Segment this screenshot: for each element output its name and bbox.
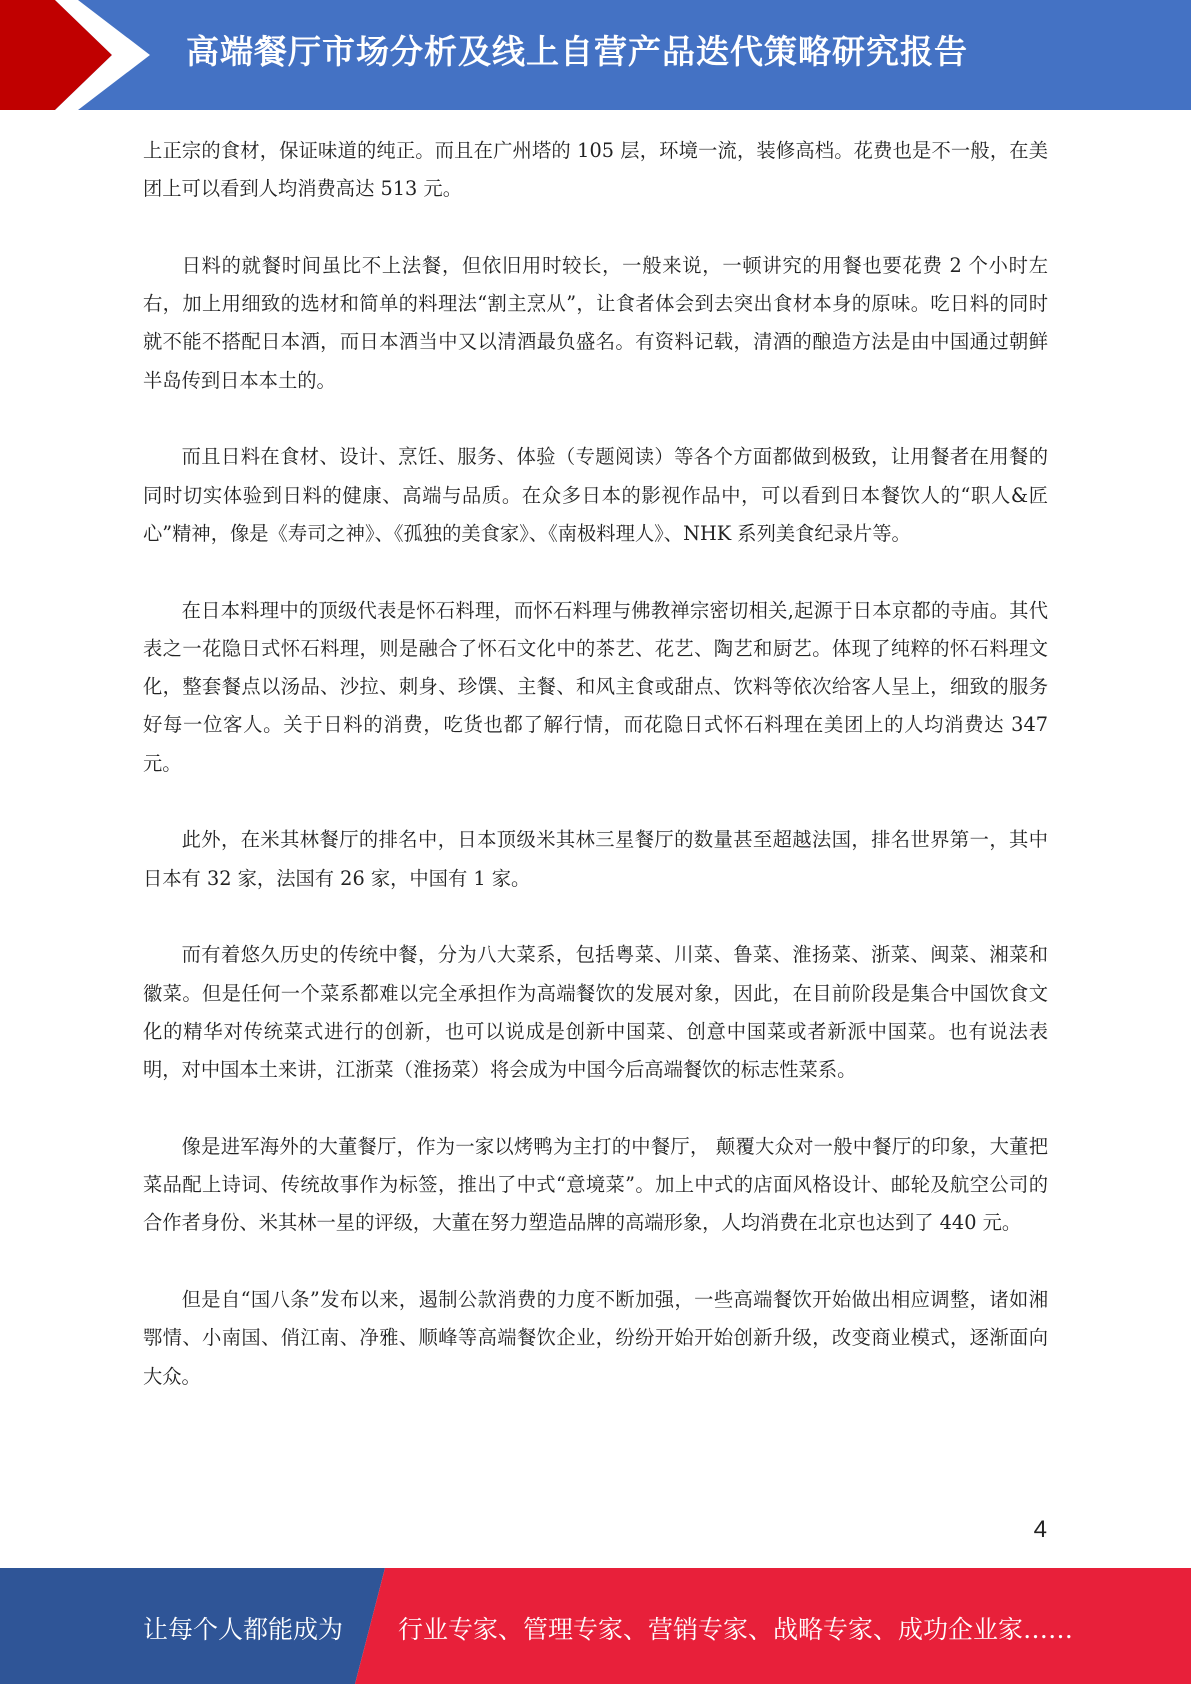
footer-slogan-left: 让每个人都能成为 <box>143 1615 344 1644</box>
page-number: 4 <box>1033 1516 1047 1543</box>
paragraph: 此外，在米其林餐厅的排名中，日本顶级米其林三星餐厅的数量甚至超越法国，排名世界第一，其中日本有 32 家，法国有 26 家，中国有 1 家。 <box>143 828 1048 890</box>
paragraph: 而且日料在食材、设计、烹饪、服务、体验（专题阅读）等各个方面都做到极致，让用餐者在用餐的同时切实体验到日料的健康、高端与品质。在众多日本的影视作品中，可以看到日本餐饮人的“职人&匠心”精神，像是《寿司之神》、《孤独的美食家》、《南极料理人》、NHK 系列美食纪录片等。 <box>143 445 1048 545</box>
report-title: 高端餐厅市场分析及线上自营产品迭代策略研究报告 <box>186 32 968 71</box>
page-footer <box>0 1568 1191 1684</box>
page-header <box>0 0 1191 110</box>
article-body <box>143 132 1048 1434</box>
footer-slogan-right: 行业专家、管理专家、营销专家、战略专家、成功企业家…… <box>398 1615 1074 1644</box>
paragraph: 像是进军海外的大董餐厅，作为一家以烤鸭为主打的中餐厅， 颠覆大众对一般中餐厅的印象，大董把菜品配上诗词、传统故事作为标签，推出了中式“意境菜”。加上中式的店面风格设计、邮轮及航空公司的合作者身份、米其林一星的评级，大董在努力塑造品牌的高端形象，人均消费在北京也达到了 440 元。 <box>143 1134 1048 1235</box>
paragraph: 而有着悠久历史的传统中餐，分为八大菜系，包括粤菜、川菜、鲁菜、淮扬菜、浙菜、闽菜、湘菜和徽菜。但是任何一个菜系都难以完全承担作为高端餐饮的发展对象，因此，在目前阶段是集合中国饮食文化的精华对传统菜式进行的创新，也可以说成是创新中国菜、创意中国菜或者新派中国菜。也有说法表明，对中国本土来讲，江浙菜（淮扬菜）将会成为中国今后高端餐饮的标志性菜系。 <box>143 943 1048 1082</box>
paragraph: 在日本料理中的顶级代表是怀石料理，而怀石料理与佛教禅宗密切相关,起源于日本京都的寺庙。其代表之一花隐日式怀石料理，则是融合了怀石文化中的茶艺、花艺、陶艺和厨艺。体现了纯粹的怀石料理文化，整套餐点以汤品、沙拉、刺身、珍馔、主餐、和风主食或甜点、饮料等依次给客人呈上，细致的服务好每一位客人。关于日料的消费，吃货也都了解行情，而花隐日式怀石料理在美团上的人均消费达 347 元。 <box>143 598 1048 775</box>
paragraph: 日料的就餐时间虽比不上法餐，但依旧用时较长，一般来说，一顿讲究的用餐也要花费 2 个小时左右，加上用细致的选材和简单的料理法“割主烹从”，让食者体会到去突出食材本身的原味。吃日料的同时就不能不搭配日本酒，而日本酒当中又以清酒最负盛名。有资料记载，清酒的酿造方法是由中国通过朝鲜半岛传到日本本土的。 <box>143 253 1048 392</box>
header-arrow-decoration <box>0 0 160 110</box>
paragraph: 但是自“国八条”发布以来，遏制公款消费的力度不断加强，一些高端餐饮开始做出相应调整，诸如湘鄂情、小南国、俏江南、净雅、顺峰等高端餐饮企业，纷纷开始开始创新升级，改变商业模式，逐渐面向大众。 <box>143 1287 1048 1388</box>
paragraph: 上正宗的食材，保证味道的纯正。而且在广州塔的 105 层，环境一流，装修高档。花费也是不一般，在美团上可以看到人均消费高达 513 元。 <box>143 139 1048 201</box>
